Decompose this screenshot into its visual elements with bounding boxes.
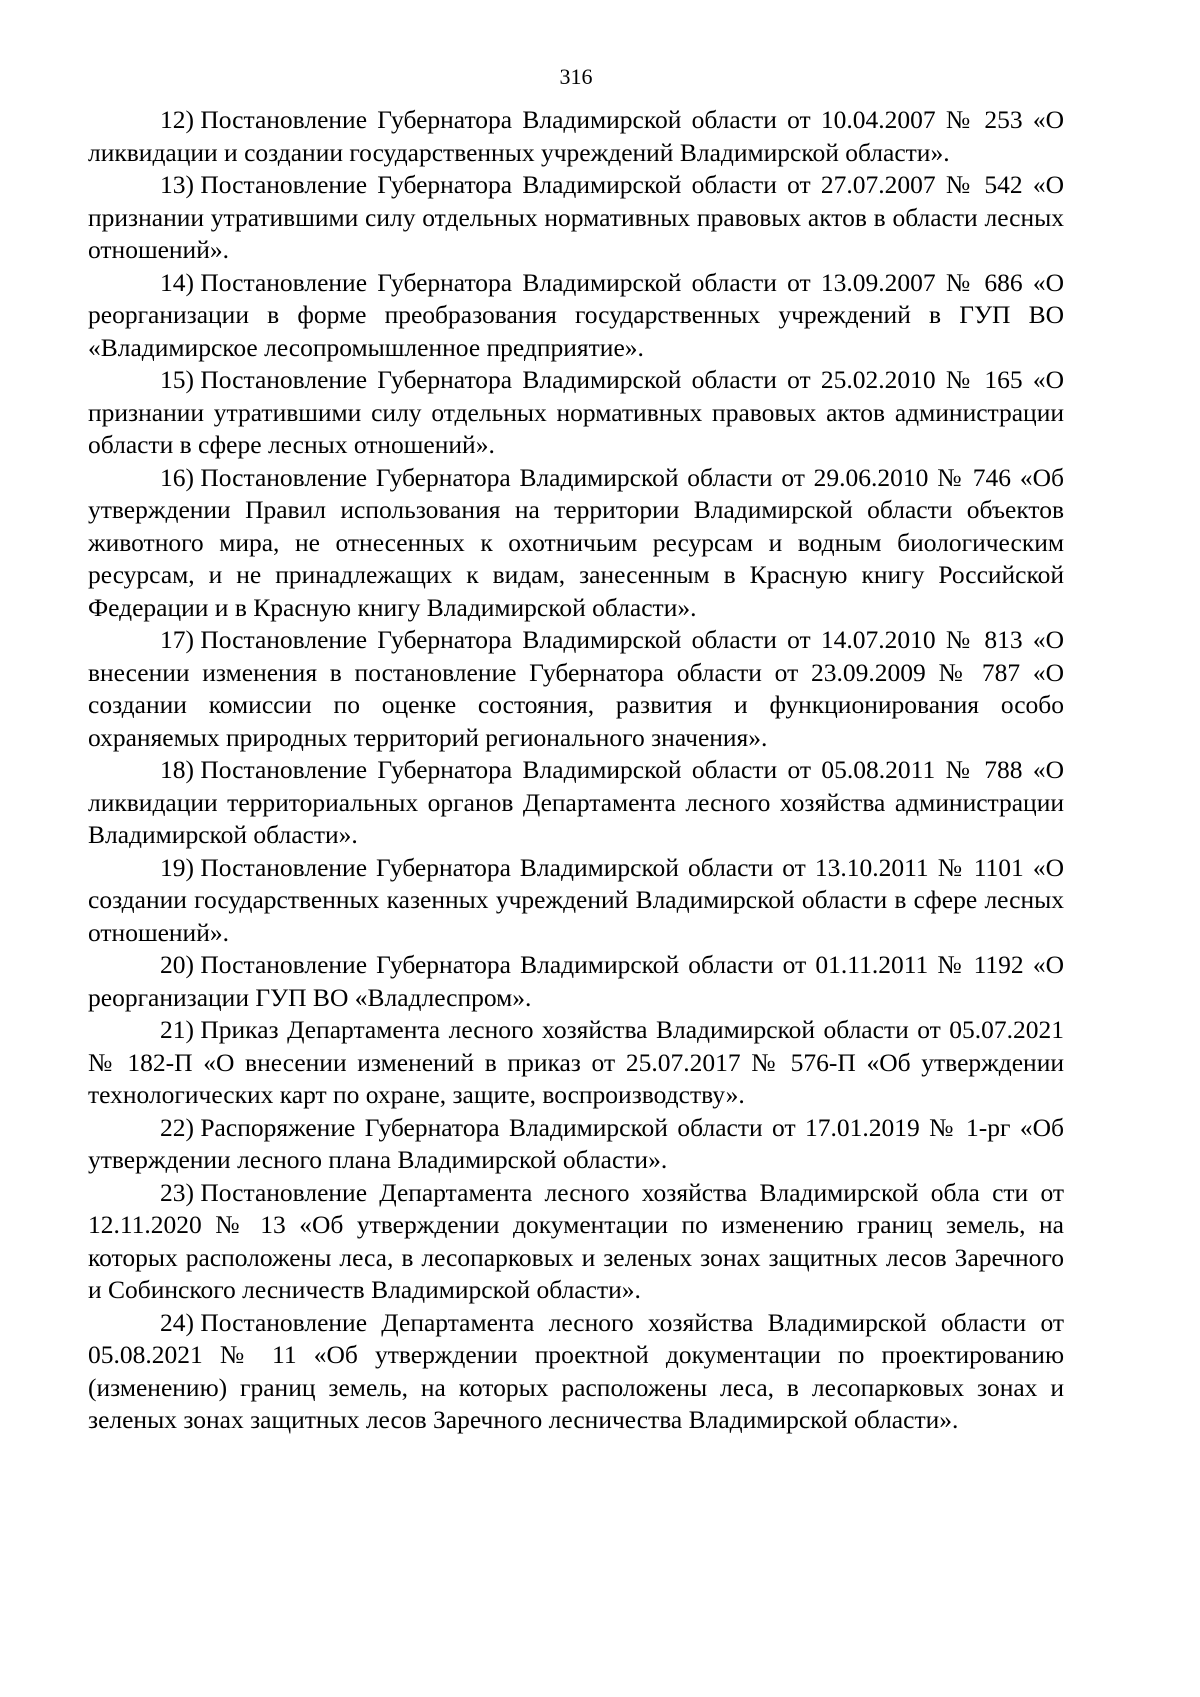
item-number: 20) bbox=[160, 950, 194, 979]
item-text: Постановление Губернатора Владимирской области от 13.09.2007 № 686 «О реорганизации в форме преобразования государственных учреждений в ГУП ВО «Владимирское лесопромышленное предприятие». bbox=[88, 267, 1064, 362]
document-list bbox=[88, 104, 1064, 1437]
item-text: Постановление Департамента лесного хозяйства Владимирской обла сти от 12.11.2020 № 13 «Об утверждении документации по изменению границ земель, на которых расположены леса, в лесопарковых и зеленых зонах защитных лесов Заречного и Собинского лесничеств Владимирской области». bbox=[88, 1177, 1064, 1304]
item-number: 17) bbox=[160, 625, 194, 654]
item-number: 14) bbox=[160, 267, 194, 297]
item-text: Постановление Губернатора Владимирской области от 14.07.2010 № 813 «О внесении изменения в постановление Губернатора области от 23.09.2009 № 787 «О создании комиссии по оценке состояния, развития и функционирования особо охраняемых природных территорий регионального значения». bbox=[88, 625, 1064, 752]
list-item bbox=[88, 624, 1064, 754]
item-text: Постановление Губернатора Владимирской области от 29.06.2010 № 746 «Об утверждении Правил использования на территории Владимирской области объектов животного мира, не отнесенных к охотничьим ресурсам и водным биологическим ресурсам, и не принадлежащих к видам, занесенным в Красную книгу Российской Федерации и в Красную книгу Владимирской области». bbox=[88, 462, 1064, 622]
list-item bbox=[88, 1112, 1064, 1177]
item-text: Постановление Губернатора Владимирской области от 05.08.2011 № 788 «О ликвидации территориальных органов Департамента лесного хозяйства администрации Владимирской области». bbox=[88, 755, 1064, 849]
item-text: Постановление Губернатора Владимирской области от 01.11.2011 № 1192 «О реорганизации ГУП ВО «Владлеспром». bbox=[88, 950, 1064, 1012]
item-number: 23) bbox=[160, 1177, 194, 1207]
item-number: 22) bbox=[160, 1112, 194, 1142]
list-item bbox=[88, 754, 1064, 852]
item-number: 13) bbox=[160, 170, 194, 199]
item-number: 12) bbox=[160, 105, 194, 134]
item-number: 15) bbox=[160, 365, 194, 394]
list-item bbox=[88, 1014, 1064, 1112]
item-text: Постановление Департамента лесного хозяйства Владимирской области от 05.08.2021 № 11 «Об утверждении проектной документации по проектированию (изменению) границ земель, на которых расположены леса, в лесопарковых зонах и зеленых зонах защитных лесов Заречного лесничества Владимирской области». bbox=[88, 1307, 1064, 1434]
item-text: Постановление Губернатора Владимирской области от 25.02.2010 № 165 «О признании утратившими силу отдельных нормативных правовых актов администрации области в сфере лесных отношений». bbox=[88, 365, 1064, 459]
list-item bbox=[88, 169, 1064, 267]
item-text: Приказ Департамента лесного хозяйства Владимирской области от 05.07.2021 № 182-П «О внесении изменений в приказ от 25.07.2017 № 576-П «Об утверждении технологических карт по охране, защите, воспроизводству». bbox=[88, 1015, 1064, 1109]
item-number: 18) bbox=[160, 755, 194, 784]
list-item bbox=[88, 104, 1064, 169]
item-text: Постановление Губернатора Владимирской области от 10.04.2007 № 253 «О ликвидации и создании государственных учреждений Владимирской области». bbox=[88, 105, 1064, 167]
list-item bbox=[88, 364, 1064, 462]
item-number: 16) bbox=[160, 462, 194, 492]
item-text: Постановление Губернатора Владимирской области от 13.10.2011 № 1101 «О создании государственных казенных учреждений Владимирской области в сфере лесных отношений». bbox=[88, 852, 1064, 947]
item-number: 24) bbox=[160, 1307, 194, 1337]
list-item bbox=[88, 462, 1064, 625]
list-item bbox=[88, 949, 1064, 1014]
item-text: Распоряжение Губернатора Владимирской области от 17.01.2019 № 1-рг «Об утверждении лесного плана Владимирской области». bbox=[88, 1112, 1064, 1174]
list-item bbox=[88, 1307, 1064, 1437]
list-item bbox=[88, 852, 1064, 950]
page-number: 316 bbox=[559, 64, 593, 89]
item-text: Постановление Губернатора Владимирской области от 27.07.2007 № 542 «О признании утратившими силу отдельных нормативных правовых актов в области лесных отношений». bbox=[88, 170, 1064, 264]
list-item bbox=[88, 1177, 1064, 1307]
item-number: 19) bbox=[160, 852, 194, 882]
list-item bbox=[88, 267, 1064, 365]
item-number: 21) bbox=[160, 1015, 194, 1044]
document-page bbox=[88, 62, 1064, 1437]
